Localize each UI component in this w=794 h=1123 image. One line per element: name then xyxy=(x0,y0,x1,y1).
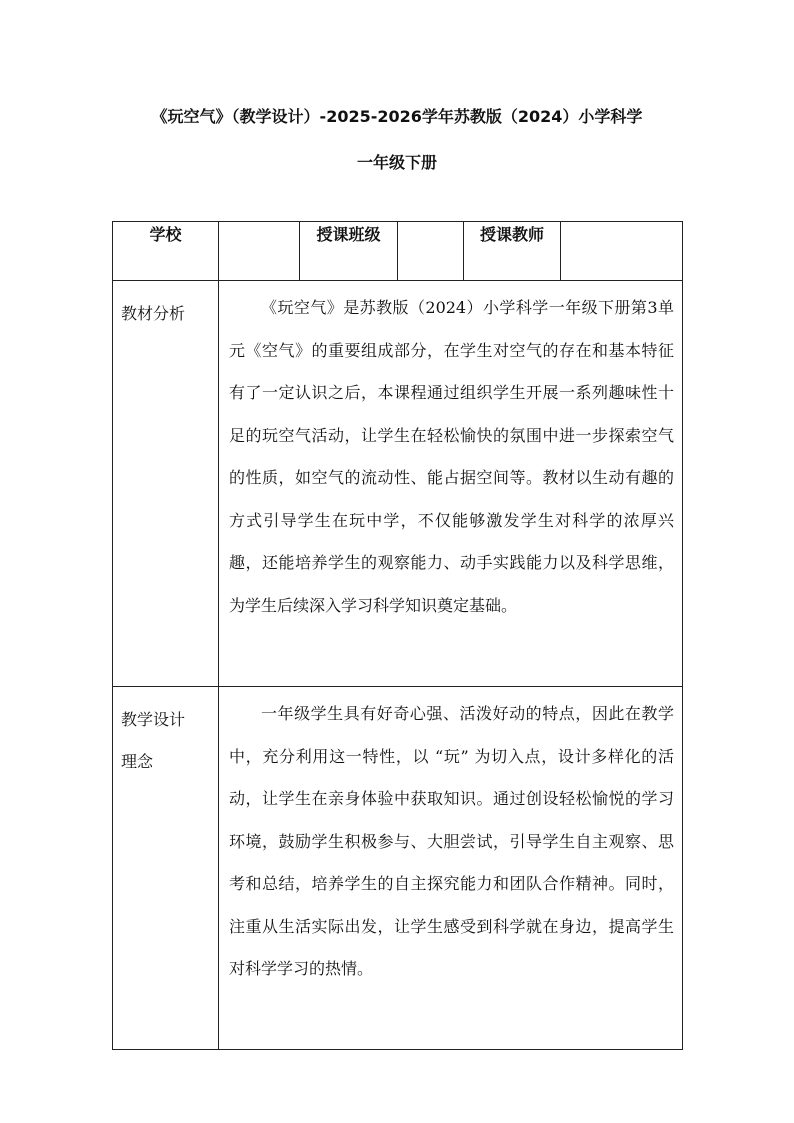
table-row-design-concept xyxy=(113,687,683,1050)
material-analysis-text-cell: 《玩空气》是苏教版（2024）小学科学一年级下册第3单元《空气》的重要组成部分，在学生对空气的存在和基本特征有了一定认识之后，本课程通过组织学生开展一系列趣味性十足的玩空气活动，让学生在轻松愉快的氛围中进一步探索空气的性质，如空气的流动性、能占据空间等。教材以生动有趣的方式引导学生在玩中学，不仅能够激发学生对科学的浓厚兴趣，还能培养学生的观察能力、动手实践能力以及科学思维，为学生后续深入学习科学知识奠定基础。 xyxy=(219,281,683,687)
school-value-cell[interactable] xyxy=(219,222,300,281)
header-row xyxy=(113,222,683,281)
material-analysis-label-cell xyxy=(113,281,219,687)
row-label-line: 教学设计 xyxy=(121,710,186,729)
class-value-cell[interactable] xyxy=(398,222,464,281)
document-title-line-1: 《玩空气》（教学设计）-2025-2026学年苏教版（2024）小学科学 xyxy=(151,107,643,126)
design-concept-text-cell: 一年级学生具有好奇心强、活泼好动的特点，因此在教学中，充分利用这一特性，以 “玩” 为切入点，设计多样化的活动，让学生在亲身体验中获取知识。通过创设轻松愉悦的学习环境，鼓励学生积极参与、大胆尝试，引导学生自主观察、思考和总结，培养学生的自主探究能力和团队合作精神。同时，注重从生活实际出发，让学生感受到科学就在身边，提高学生对科学学习的热情。 xyxy=(219,687,683,1050)
row-label-line: 理念 xyxy=(121,752,154,771)
table-row-material-analysis xyxy=(113,281,683,687)
class-label-cell: 授课班级 xyxy=(300,222,398,281)
row-label-line: 教材分析 xyxy=(121,304,186,323)
teacher-label-cell: 授课教师 xyxy=(464,222,561,281)
school-label-cell: 学校 xyxy=(113,222,219,281)
teacher-value-cell[interactable] xyxy=(561,222,683,281)
design-concept-label-cell xyxy=(113,687,219,1050)
document-title-line-2: 一年级下册 xyxy=(356,153,437,172)
lesson-plan-table xyxy=(112,221,683,1050)
